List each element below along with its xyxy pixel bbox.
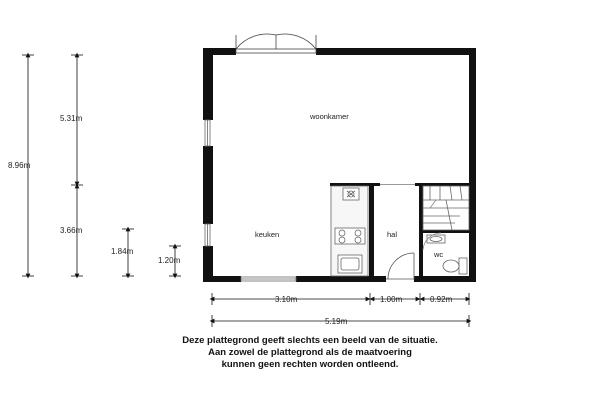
dim-upper-height: 5.31m [60, 114, 83, 123]
disclaimer-line-3: kunnen geen rechten worden ontleend. [221, 359, 399, 370]
dim-window-a: 1.84m [111, 247, 134, 256]
front-door [386, 253, 414, 279]
room-label-hal: hal [387, 230, 398, 239]
terrace-doors [236, 34, 316, 53]
dim-width-segment-3: 0.92m [430, 295, 453, 304]
dim-width-segment-1: 3.10m [275, 295, 298, 304]
kitchen-counter [331, 186, 368, 276]
dim-window-b: 1.20m [158, 256, 181, 265]
disclaimer-line-2: Aan zowel de plattegrond als de maatvoering [208, 347, 412, 358]
bottom-windows [241, 277, 296, 281]
staircase [423, 186, 469, 230]
disclaimer-line-1: Deze plattegrond geeft slechts een beeld van de situatie. [182, 335, 438, 346]
disclaimer [130, 335, 490, 371]
room-label-wc: wc [434, 250, 444, 259]
room-label-keuken: keuken [255, 230, 280, 239]
dim-lower-height: 3.66m [60, 226, 83, 235]
dim-width-segment-2: 1.00m [380, 295, 403, 304]
dim-total-height: 8.96m [8, 161, 31, 170]
room-label-woonkamer: woonkamer [310, 112, 349, 121]
dim-width-total: 5.19m [325, 317, 348, 326]
wc-fixtures [423, 233, 467, 274]
vertical-dimension-lines [22, 55, 181, 276]
